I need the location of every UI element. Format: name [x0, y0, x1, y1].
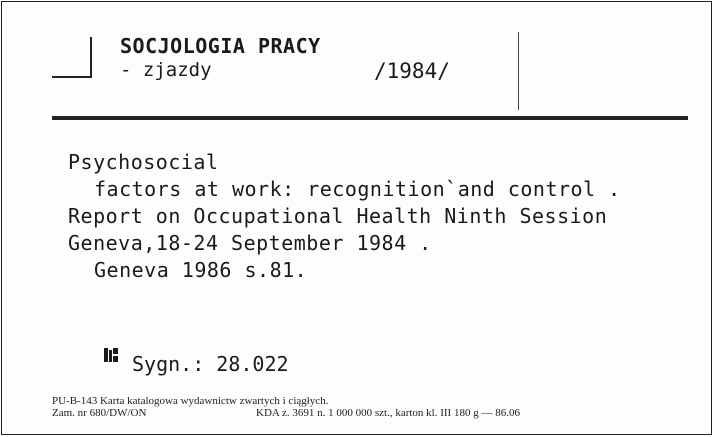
header-rule: [52, 116, 688, 120]
corner-mark-horizontal: [52, 76, 92, 78]
series-line: Report on Occupational Health Ninth Session: [68, 204, 608, 228]
subject-subdivision: - zjazdy: [120, 59, 212, 81]
print-footer-order: Zam. nr 680/DW/ON: [52, 407, 147, 419]
meeting-line: Geneva,18-24 September 1984 .: [68, 231, 432, 255]
year-label: /1984/: [374, 59, 450, 83]
header-divider: [518, 32, 519, 110]
subject-heading: SOCJOLOGIA PRACY: [120, 34, 321, 58]
print-footer-line-1: PU-B-143 Karta katalogowa wydawnictw zwartych i ciągłych.: [52, 395, 329, 407]
title-line-2: factors at work: recognition`and control .: [94, 177, 621, 201]
corner-mark-vertical: [90, 37, 92, 77]
catalog-card: [1, 1, 712, 435]
imprint-line: Geneva 1986 s.81.: [94, 258, 308, 282]
title-line-1: Psychosocial: [68, 150, 219, 174]
library-stamp-icon: [103, 347, 119, 363]
shelf-signature: Sygn.: 28.022: [132, 352, 289, 376]
print-footer-details: KDA z. 3691 n. 1 000 000 szt., karton kl. III 180 g — 86.06: [256, 407, 520, 419]
